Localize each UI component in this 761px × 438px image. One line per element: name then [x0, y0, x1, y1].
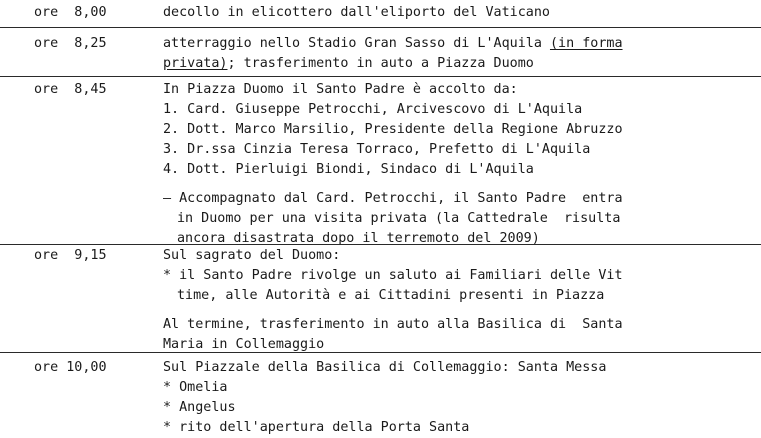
entry-bullet-line: * il Santo Padre rivolge un saluto ai Familiari delle Vit — [163, 268, 623, 283]
entry-body — [163, 358, 753, 438]
welcome-list-item: 1. Card. Giuseppe Petrocchi, Arcivescovo di L'Aquila — [163, 102, 583, 117]
entry-bullet-line: * Angelus — [163, 400, 236, 415]
note-line: in Duomo per una visita privata (la Cattedrale risulta — [177, 211, 621, 226]
entry-body — [163, 80, 753, 249]
separator-rule — [0, 352, 761, 353]
welcome-list-item: 2. Dott. Marco Marsilio, Presidente della Regione Abruzzo — [163, 122, 623, 137]
entry-time: ore 8,45 — [34, 82, 107, 97]
entry-text: atterraggio nello Stadio Gran Sasso di L'Aquila — [163, 36, 550, 51]
entry-bullet-line: * rito dell'apertura della Porta Santa — [163, 420, 470, 435]
entry-time: ore 8,00 — [34, 5, 107, 20]
welcome-list-item: 4. Dott. Pierluigi Biondi, Sindaco di L'Aquila — [163, 162, 534, 177]
entry-time: ore 8,25 — [34, 36, 107, 51]
note-line: ancora disastrata dopo il terremoto del 2009) — [177, 231, 540, 246]
entry-body — [163, 246, 753, 355]
entry-text-line: decollo in elicottero dall'eliporto del Vaticano — [163, 5, 550, 20]
entry-body — [163, 3, 753, 23]
entry-text: ; trasferimento in auto a Piazza Duomo — [227, 56, 534, 71]
entry-text-line: Sul Piazzale della Basilica di Collemaggio: Santa Messa — [163, 360, 607, 375]
entry-text-line: In Piazza Duomo il Santo Padre è accolto da: — [163, 82, 518, 97]
entry-bullet-line: * Omelia — [163, 380, 228, 395]
note-line: – Accompagnato dal Card. Petrocchi, il Santo Padre entra — [163, 191, 623, 206]
underlined-text: (in forma — [549, 36, 623, 51]
welcome-list-item: 3. Dr.ssa Cinzia Teresa Torraco, Prefetto di L'Aquila — [163, 142, 591, 157]
separator-rule — [0, 27, 761, 28]
entry-text-line: Sul sagrato del Duomo: — [163, 248, 341, 263]
entry-text-line: Maria in Collemaggio — [163, 337, 325, 352]
entry-time: ore 10,00 — [34, 360, 107, 375]
underlined-text: privata) — [163, 56, 228, 71]
entry-text-line — [163, 54, 753, 74]
separator-rule — [0, 76, 761, 77]
separator-rule — [0, 244, 761, 245]
entry-body — [163, 34, 753, 74]
entry-time: ore 9,15 — [34, 248, 107, 263]
entry-text-line: Al termine, trasferimento in auto alla Basilica di Santa — [163, 317, 623, 332]
entry-text-line — [163, 34, 753, 54]
entry-bullet-line: time, alle Autorità e ai Cittadini presenti in Piazza — [177, 288, 605, 303]
